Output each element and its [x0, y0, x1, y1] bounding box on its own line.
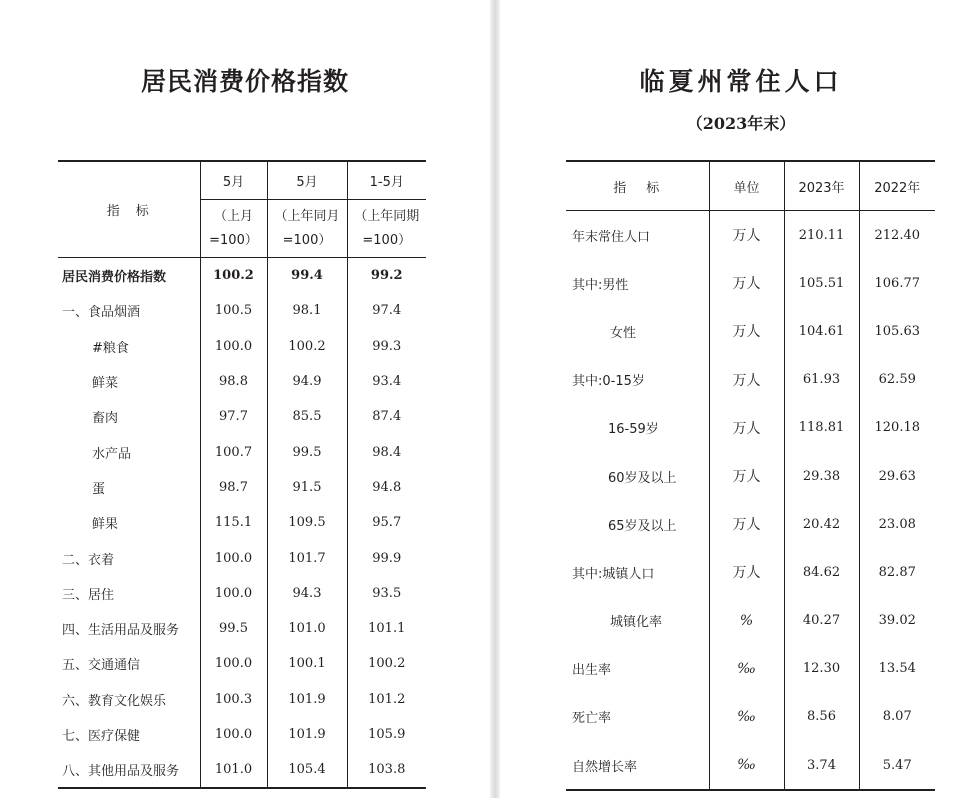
cell-value: 98.7 [200, 470, 267, 505]
table-row [58, 717, 426, 752]
cell-value: 95.7 [347, 505, 426, 540]
cell-unit: ‰ [709, 645, 784, 693]
row-label: 年末常住人口 [572, 229, 651, 245]
cell-value: 212.40 [859, 211, 935, 260]
table-row [58, 505, 426, 540]
year-2023-header: 2023年 [784, 161, 859, 211]
table-row [566, 693, 935, 741]
row-label: #粮食 [92, 340, 129, 356]
cell-unit: 万人 [709, 548, 784, 596]
table-row [58, 434, 426, 469]
table-row [58, 470, 426, 505]
table-row [566, 645, 935, 693]
cell-value: 40.27 [784, 597, 859, 645]
row-label: 死亡率 [572, 711, 612, 727]
cell-unit: ‰ [709, 693, 784, 741]
cell-value: 100.2 [347, 646, 426, 681]
cell-value: 106.77 [859, 259, 935, 307]
cell-value: 62.59 [859, 356, 935, 404]
table-row [566, 307, 935, 355]
cell-unit: 万人 [709, 307, 784, 355]
cell-value: 99.2 [347, 258, 426, 294]
table-row [566, 500, 935, 548]
cell-unit: 万人 [709, 500, 784, 548]
cell-value: 99.5 [267, 434, 347, 469]
row-label: 其中:0-15岁 [572, 374, 645, 390]
row-label: 65岁及以上 [608, 518, 677, 534]
cell-value: 103.8 [347, 752, 426, 788]
cell-value: 29.38 [784, 452, 859, 500]
cell-value: 100.7 [200, 434, 267, 469]
column-header-month-mom: 5月 [200, 161, 267, 200]
row-label: 60岁及以上 [608, 470, 677, 486]
table-row [566, 548, 935, 596]
population-title: 临夏州常住人口 [639, 67, 843, 96]
cell-value: 85.5 [267, 399, 347, 434]
row-label: 蛋 [92, 481, 106, 497]
table-row [58, 752, 426, 788]
table-row [58, 646, 426, 681]
cell-value: 97.7 [200, 399, 267, 434]
cell-value: 100.0 [200, 329, 267, 364]
cell-value: 94.8 [347, 470, 426, 505]
cell-value: 99.4 [267, 258, 347, 294]
column-header-month-yoy: 5月 [267, 161, 347, 200]
table-row [58, 682, 426, 717]
row-label: 城镇化率 [610, 615, 663, 631]
unit-header: 单位 [709, 161, 784, 211]
cell-value: 97.4 [347, 293, 426, 328]
row-label: 其中:城镇人口 [572, 566, 655, 582]
cell-value: 101.7 [267, 540, 347, 575]
base-line-1: （上年同月 [274, 208, 340, 224]
cell-value: 93.5 [347, 576, 426, 611]
base-line-2: =100） [282, 232, 332, 248]
row-label: 三、居住 [62, 587, 115, 603]
table-row [566, 404, 935, 452]
cell-unit: 万人 [709, 356, 784, 404]
cell-value: 104.61 [784, 307, 859, 355]
cell-value: 101.0 [200, 752, 267, 788]
table-row [566, 741, 935, 790]
row-label: 鲜果 [92, 517, 119, 533]
cell-value: 23.08 [859, 500, 935, 548]
cell-value: 105.9 [347, 717, 426, 752]
cell-value: 118.81 [784, 404, 859, 452]
table-row [566, 356, 935, 404]
cell-value: 87.4 [347, 399, 426, 434]
cell-value: 109.5 [267, 505, 347, 540]
table-row [58, 329, 426, 364]
cell-value: 100.5 [200, 293, 267, 328]
row-label: 水产品 [92, 446, 132, 462]
cell-value: 100.2 [267, 329, 347, 364]
base-line-1: （上月 [213, 208, 253, 224]
table-row [58, 399, 426, 434]
table-row [566, 259, 935, 307]
table-row [58, 293, 426, 328]
column-base-ytd-yoy [347, 200, 426, 258]
cell-value: 101.9 [267, 682, 347, 717]
cell-value: 99.5 [200, 611, 267, 646]
cell-value: 98.1 [267, 293, 347, 328]
row-label: 六、教育文化娱乐 [62, 693, 167, 709]
row-label: 二、衣着 [62, 552, 115, 568]
cell-value: 98.8 [200, 364, 267, 399]
cell-value: 100.0 [200, 717, 267, 752]
row-label: 居民消费价格指数 [62, 270, 167, 286]
cell-unit: 万人 [709, 259, 784, 307]
cell-value: 105.4 [267, 752, 347, 788]
table-row [566, 597, 935, 645]
table-row [566, 211, 935, 260]
population-table-header [566, 161, 935, 211]
cell-value: 100.1 [267, 646, 347, 681]
cell-value: 101.1 [347, 611, 426, 646]
row-label: 四、生活用品及服务 [62, 623, 180, 639]
base-line-1: （上年同期 [354, 208, 420, 224]
cell-value: 84.62 [784, 548, 859, 596]
cell-value: 8.07 [859, 693, 935, 741]
cell-value: 91.5 [267, 470, 347, 505]
row-label: 七、医疗保健 [62, 729, 141, 744]
cell-value: 29.63 [859, 452, 935, 500]
column-base-month-yoy [267, 200, 347, 258]
cell-unit: % [709, 597, 784, 645]
row-label: 16-59岁 [608, 422, 659, 438]
cell-value: 115.1 [200, 505, 267, 540]
book-gutter [490, 0, 500, 798]
row-label: 五、交通通信 [62, 658, 141, 674]
cell-value: 105.63 [859, 307, 935, 355]
cell-value: 5.47 [859, 741, 935, 790]
row-label: 鲜菜 [92, 376, 119, 392]
row-label: 八、其他用品及服务 [62, 764, 180, 780]
cell-value: 101.0 [267, 611, 347, 646]
cell-value: 61.93 [784, 356, 859, 404]
cell-value: 94.3 [267, 576, 347, 611]
cell-value: 98.4 [347, 434, 426, 469]
population-subtitle: （2023年末） [686, 114, 796, 133]
table-row [566, 452, 935, 500]
row-label: 一、食品烟酒 [62, 305, 141, 321]
cell-value: 100.0 [200, 576, 267, 611]
column-header-ytd-yoy: 1-5月 [347, 161, 426, 200]
table-row [58, 540, 426, 575]
cell-value: 105.51 [784, 259, 859, 307]
cell-unit: 万人 [709, 452, 784, 500]
row-label: 其中:男性 [572, 277, 629, 293]
cell-value: 93.4 [347, 364, 426, 399]
row-label: 出生率 [572, 663, 612, 679]
table-row [58, 258, 426, 294]
cpi-table [58, 160, 426, 789]
cell-value: 39.02 [859, 597, 935, 645]
column-base-month-mom [200, 200, 267, 258]
row-label: 畜肉 [92, 411, 119, 427]
cell-value: 3.74 [784, 741, 859, 790]
cell-value: 99.9 [347, 540, 426, 575]
indicator-header: 指标 [58, 161, 200, 258]
cell-value: 101.2 [347, 682, 426, 717]
cell-value: 210.11 [784, 211, 859, 260]
table-row [58, 364, 426, 399]
base-line-2: =100） [362, 232, 412, 248]
cell-value: 100.2 [200, 258, 267, 294]
cell-value: 12.30 [784, 645, 859, 693]
row-label: 自然增长率 [572, 759, 638, 775]
cell-value: 99.3 [347, 329, 426, 364]
table-row [58, 611, 426, 646]
cell-value: 100.3 [200, 682, 267, 717]
base-line-2: =100） [209, 232, 258, 248]
cpi-title: 居民消费价格指数 [140, 67, 349, 96]
cell-unit: 万人 [709, 211, 784, 260]
cell-value: 82.87 [859, 548, 935, 596]
cell-value: 101.9 [267, 717, 347, 752]
row-label: 女性 [610, 325, 637, 341]
right-page [500, 0, 974, 798]
cpi-table-header [58, 161, 426, 258]
cell-value: 20.42 [784, 500, 859, 548]
cell-unit: 万人 [709, 404, 784, 452]
cell-unit: ‰ [709, 741, 784, 790]
cell-value: 120.18 [859, 404, 935, 452]
indicator-header: 指标 [566, 161, 709, 211]
cell-value: 100.0 [200, 540, 267, 575]
cell-value: 13.54 [859, 645, 935, 693]
table-row [58, 576, 426, 611]
year-2022-header: 2022年 [859, 161, 935, 211]
cell-value: 100.0 [200, 646, 267, 681]
cell-value: 8.56 [784, 693, 859, 741]
population-table [566, 160, 935, 791]
cell-value: 94.9 [267, 364, 347, 399]
